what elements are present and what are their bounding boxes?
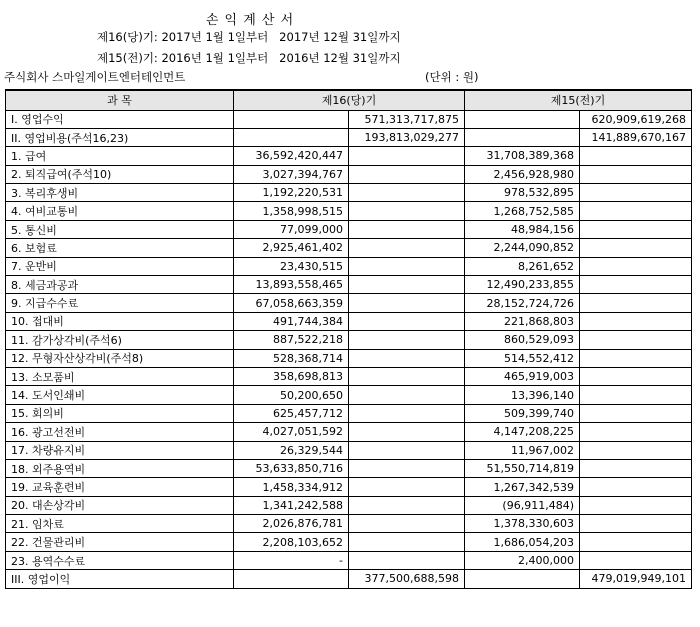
company-name: 주식회사 스마일게이트엔터테인먼트: [4, 70, 186, 84]
row-label: I. 영업수익: [6, 110, 234, 128]
table-row: [6, 257, 692, 275]
current-total-amount: [349, 257, 465, 275]
row-label: II. 영업비용(주석16,23): [6, 128, 234, 146]
current-total-amount: [349, 331, 465, 349]
prior-total-amount: [580, 276, 692, 294]
table-row: [6, 349, 692, 367]
row-label: 1. 급여: [6, 147, 234, 165]
income-statement-table: [5, 89, 692, 589]
prior-detail-amount: 1,686,054,203: [465, 533, 580, 551]
prior-total-amount: [580, 184, 692, 202]
prior-total-amount: [580, 496, 692, 514]
prior-detail-amount: [465, 110, 580, 128]
row-label: 9. 지급수수료: [6, 294, 234, 312]
current-detail-amount: 26,329,544: [234, 441, 349, 459]
table-row: [6, 459, 692, 477]
row-label: 5. 통신비: [6, 220, 234, 238]
prior-total-amount: [580, 202, 692, 220]
current-total-amount: 193,813,029,277: [349, 128, 465, 146]
current-detail-amount: [234, 110, 349, 128]
table-row: [6, 367, 692, 385]
table-row: [6, 331, 692, 349]
table-row: [6, 496, 692, 514]
current-detail-amount: 36,592,420,447: [234, 147, 349, 165]
row-label: 13. 소모품비: [6, 367, 234, 385]
row-label: 10. 접대비: [6, 312, 234, 330]
table-row: [6, 147, 692, 165]
row-label: 18. 외주용역비: [6, 459, 234, 477]
table-row: [6, 202, 692, 220]
current-detail-amount: 887,522,218: [234, 331, 349, 349]
prior-detail-amount: 465,919,003: [465, 367, 580, 385]
row-label: 7. 운반비: [6, 257, 234, 275]
current-total-amount: [349, 515, 465, 533]
prior-detail-amount: 12,490,233,855: [465, 276, 580, 294]
prior-detail-amount: 1,267,342,539: [465, 478, 580, 496]
prior-detail-amount: 13,396,140: [465, 386, 580, 404]
current-detail-amount: 1,458,334,912: [234, 478, 349, 496]
current-detail-amount: 1,358,998,515: [234, 202, 349, 220]
prior-detail-amount: 4,147,208,225: [465, 423, 580, 441]
row-label: 8. 세금과공과: [6, 276, 234, 294]
current-total-amount: [349, 423, 465, 441]
table-row: [6, 386, 692, 404]
current-detail-amount: [234, 128, 349, 146]
current-total-amount: [349, 312, 465, 330]
prior-total-amount: [580, 533, 692, 551]
current-detail-amount: 3,027,394,767: [234, 165, 349, 183]
current-detail-amount: 13,893,558,465: [234, 276, 349, 294]
current-detail-amount: 2,208,103,652: [234, 533, 349, 551]
prior-total-amount: [580, 423, 692, 441]
current-detail-amount: 1,341,242,588: [234, 496, 349, 514]
current-total-amount: [349, 165, 465, 183]
current-total-amount: [349, 496, 465, 514]
table-row: [6, 423, 692, 441]
current-detail-amount: 2,026,876,781: [234, 515, 349, 533]
row-label: 16. 광고선전비: [6, 423, 234, 441]
current-total-amount: [349, 147, 465, 165]
prior-detail-amount: 2,244,090,852: [465, 239, 580, 257]
header-prior-period: 제15(전)기: [465, 90, 692, 110]
prior-total-amount: [580, 515, 692, 533]
prior-total-amount: [580, 331, 692, 349]
table-row: [6, 533, 692, 551]
table-row: [6, 165, 692, 183]
current-detail-amount: 2,925,461,402: [234, 239, 349, 257]
row-label: 6. 보험료: [6, 239, 234, 257]
current-detail-amount: 491,744,384: [234, 312, 349, 330]
row-label: 3. 복리후생비: [6, 184, 234, 202]
prior-detail-amount: (96,911,484): [465, 496, 580, 514]
table-row: [6, 404, 692, 422]
prior-total-amount: [580, 367, 692, 385]
row-label: 22. 건물관리비: [6, 533, 234, 551]
prior-detail-amount: 48,984,156: [465, 220, 580, 238]
header-current-period: 제16(당)기: [234, 90, 465, 110]
table-row: [6, 128, 692, 146]
row-label: 19. 교육훈련비: [6, 478, 234, 496]
current-detail-amount: -: [234, 551, 349, 569]
current-detail-amount: 4,027,051,592: [234, 423, 349, 441]
prior-total-amount: [580, 147, 692, 165]
prior-detail-amount: 978,532,895: [465, 184, 580, 202]
current-detail-amount: [234, 570, 349, 588]
current-total-amount: [349, 441, 465, 459]
prior-total-amount: 620,909,619,268: [580, 110, 692, 128]
unit-label: (단위 : 원): [425, 70, 479, 84]
current-total-amount: [349, 202, 465, 220]
current-total-amount: [349, 220, 465, 238]
prior-detail-amount: 11,967,002: [465, 441, 580, 459]
current-total-amount: 377,500,688,598: [349, 570, 465, 588]
current-detail-amount: 23,430,515: [234, 257, 349, 275]
table-row: [6, 478, 692, 496]
current-total-amount: [349, 386, 465, 404]
prior-total-amount: [580, 257, 692, 275]
prior-detail-amount: 221,868,803: [465, 312, 580, 330]
header-item: 과 목: [6, 90, 234, 110]
prior-total-amount: [580, 459, 692, 477]
row-label: 4. 여비교통비: [6, 202, 234, 220]
prior-total-amount: [580, 220, 692, 238]
table-row: [6, 312, 692, 330]
prior-detail-amount: 514,552,412: [465, 349, 580, 367]
current-detail-amount: 77,099,000: [234, 220, 349, 238]
row-label: III. 영업이익: [6, 570, 234, 588]
prior-total-amount: [580, 404, 692, 422]
current-total-amount: [349, 239, 465, 257]
current-total-amount: [349, 459, 465, 477]
prior-detail-amount: 1,268,752,585: [465, 202, 580, 220]
row-label: 23. 용역수수료: [6, 551, 234, 569]
table-row: [6, 239, 692, 257]
row-label: 20. 대손상각비: [6, 496, 234, 514]
prior-total-amount: 141,889,670,167: [580, 128, 692, 146]
row-label: 21. 임차료: [6, 515, 234, 533]
prior-total-amount: [580, 312, 692, 330]
prior-total-amount: [580, 551, 692, 569]
current-total-amount: [349, 478, 465, 496]
table-header-row: [6, 90, 692, 110]
prior-detail-amount: 1,378,330,603: [465, 515, 580, 533]
statement-title: 손 익 계 산 서: [205, 13, 295, 28]
prior-total-amount: [580, 386, 692, 404]
current-total-amount: [349, 551, 465, 569]
current-total-amount: [349, 184, 465, 202]
period-prior: 제15(전)기: 2016년 1월 1일부터 2016년 12월 31일까지: [97, 51, 401, 65]
prior-detail-amount: 51,550,714,819: [465, 459, 580, 477]
prior-total-amount: [580, 294, 692, 312]
prior-detail-amount: 2,456,928,980: [465, 165, 580, 183]
current-detail-amount: 1,192,220,531: [234, 184, 349, 202]
current-total-amount: [349, 276, 465, 294]
current-detail-amount: 528,368,714: [234, 349, 349, 367]
table-row: [6, 184, 692, 202]
table-row: [6, 515, 692, 533]
prior-detail-amount: [465, 128, 580, 146]
current-detail-amount: 358,698,813: [234, 367, 349, 385]
table-row: [6, 110, 692, 128]
period-current: 제16(당)기: 2017년 1월 1일부터 2017년 12월 31일까지: [97, 30, 401, 44]
current-total-amount: [349, 404, 465, 422]
current-detail-amount: 625,457,712: [234, 404, 349, 422]
prior-total-amount: [580, 478, 692, 496]
current-total-amount: [349, 533, 465, 551]
prior-total-amount: 479,019,949,101: [580, 570, 692, 588]
prior-detail-amount: [465, 570, 580, 588]
table-row: [6, 570, 692, 588]
prior-detail-amount: 860,529,093: [465, 331, 580, 349]
current-total-amount: [349, 349, 465, 367]
table-row: [6, 551, 692, 569]
current-total-amount: [349, 367, 465, 385]
prior-detail-amount: 2,400,000: [465, 551, 580, 569]
row-label: 15. 회의비: [6, 404, 234, 422]
current-total-amount: [349, 294, 465, 312]
row-label: 14. 도서인쇄비: [6, 386, 234, 404]
prior-total-amount: [580, 349, 692, 367]
table-row: [6, 276, 692, 294]
current-detail-amount: 50,200,650: [234, 386, 349, 404]
row-label: 17. 차량유지비: [6, 441, 234, 459]
row-label: 12. 무형자산상각비(주석8): [6, 349, 234, 367]
current-detail-amount: 53,633,850,716: [234, 459, 349, 477]
prior-detail-amount: 28,152,724,726: [465, 294, 580, 312]
row-label: 11. 감가상각비(주석6): [6, 331, 234, 349]
prior-total-amount: [580, 165, 692, 183]
prior-detail-amount: 509,399,740: [465, 404, 580, 422]
table-row: [6, 220, 692, 238]
prior-detail-amount: 31,708,389,368: [465, 147, 580, 165]
table-row: [6, 294, 692, 312]
current-total-amount: 571,313,717,875: [349, 110, 465, 128]
row-label: 2. 퇴직급여(주석10): [6, 165, 234, 183]
current-detail-amount: 67,058,663,359: [234, 294, 349, 312]
prior-detail-amount: 8,261,652: [465, 257, 580, 275]
prior-total-amount: [580, 239, 692, 257]
table-row: [6, 441, 692, 459]
prior-total-amount: [580, 441, 692, 459]
